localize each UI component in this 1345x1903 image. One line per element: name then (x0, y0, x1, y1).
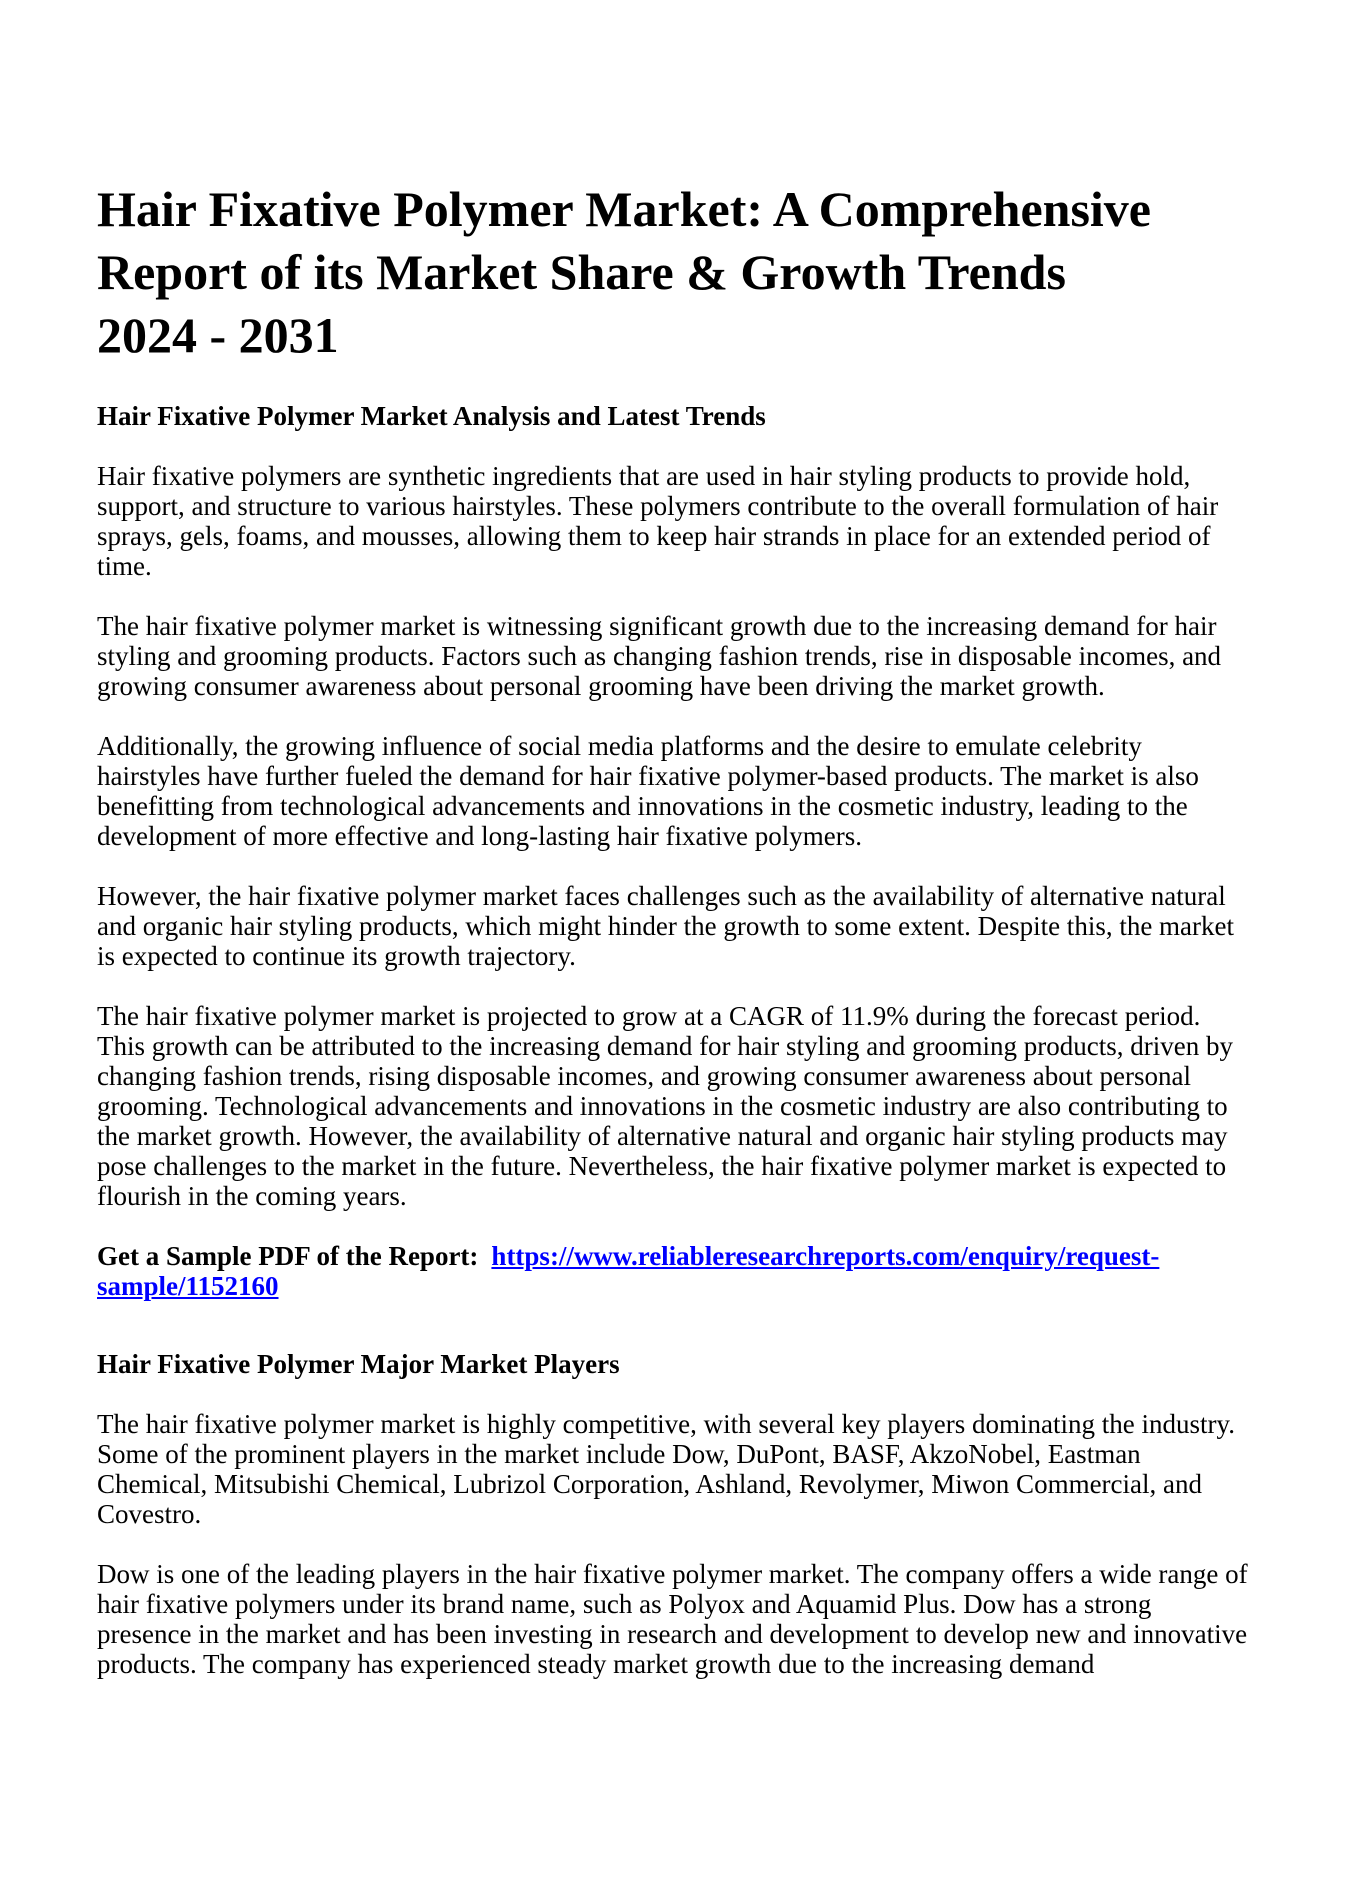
analysis-paragraph-3: Additionally, the growing influence of social media platforms and the desire to emulate celebrity hairstyles have further fueled the demand for hair fixative polymer-based products. The market is also benefitting from technological advancements and innovations in the cosmetic industry, leading to the development of more effective and long-lasting hair fixative polymers. (97, 731, 1199, 851)
title-line-1: Hair Fixative Polymer Market: A Comprehensive (97, 181, 1151, 237)
analysis-paragraph-4: However, the hair fixative polymer market faces challenges such as the availability of alternative natural and organic hair styling products, which might hinder the growth to some extent. Despite this, the market is expected to continue its growth trajectory. (97, 881, 1235, 971)
players-paragraph-1: The hair fixative polymer market is highly competitive, with several key players dominating the industry. Some of the prominent players in the market include Dow, DuPont, BASF, AkzoNobel, Eastman Chemical, Mitsubishi Chemical, Lubrizol Corporation, Ashland, Revolymer, Miwon Commercial, and Covestro. (97, 1409, 1235, 1529)
analysis-paragraph-1: Hair fixative polymers are synthetic ingredients that are used in hair styling products to provide hold, support, and structure to various hairstyles. These polymers contribute to the overall formulation of hair sprays, gels, foams, and mousses, allowing them to keep hair strands in place for an extended period of time. (97, 461, 1219, 581)
analysis-paragraph-5: The hair fixative polymer market is projected to grow at a CAGR of 11.9% during the forecast period. This growth can be attributed to the increasing demand for hair styling and grooming products, driven by changing fashion trends, rising disposable incomes, and growing consumer awareness about personal grooming. Technological advancements and innovations in the cosmetic industry are also contributing to the market growth. However, the availability of alternative natural and organic hair styling products may pose challenges to the market in the future. Nevertheless, the hair fixative polymer market is expected to flourish in the coming years. (97, 1001, 1233, 1211)
players-section-heading: Hair Fixative Polymer Major Market Players (97, 1349, 620, 1379)
analysis-paragraph-2: The hair fixative polymer market is witnessing significant growth due to the increasing demand for hair styling and grooming products. Factors such as changing fashion trends, rise in disposable incomes, and growing consumer awareness about personal grooming have been driving the market growth. (97, 611, 1222, 701)
analysis-section-heading: Hair Fixative Polymer Market Analysis and Latest Trends (97, 401, 766, 431)
title-line-2: Report of its Market Share & Growth Trends (97, 244, 1066, 300)
title-line-3: 2024 - 2031 (97, 307, 339, 363)
sample-cta-link[interactable]: https://www.reliableresearchreports.com/enquiry/request-sample/1152160 (97, 1241, 1160, 1301)
document-title (97, 178, 1248, 367)
sample-cta (97, 1241, 1248, 1301)
players-paragraph-2: Dow is one of the leading players in the hair fixative polymer market. The company offers a wide range of hair fixative polymers under its brand name, such as Polyox and Aquamid Plus. Dow has a strong presence in the market and has been investing in research and development to develop new and innovative products. The company has experienced steady market growth due to the increasing demand (97, 1559, 1248, 1679)
sample-cta-label: Get a Sample PDF of the Report: (97, 1241, 479, 1271)
